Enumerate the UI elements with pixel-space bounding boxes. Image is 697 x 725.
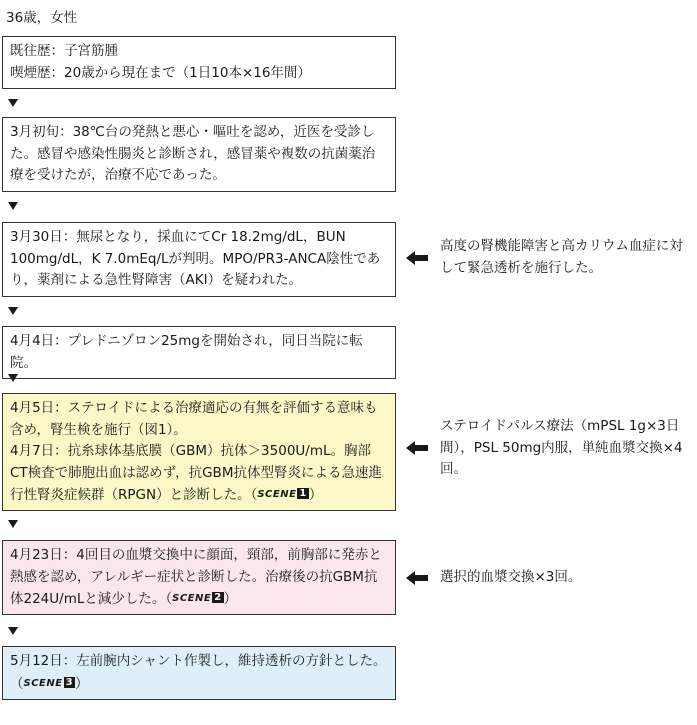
event-text-april-7: 4月7日：抗糸球体基底膜（GBM）抗体＞3500U/mL。胸部CT検査で肺胞出血は認めず，抗GBM抗体型腎炎による急速進行性腎炎症候群（RPGN）と診断した。（SCENE 1 ） bbox=[10, 441, 388, 506]
event-box-early-march bbox=[2, 117, 396, 192]
event-text: 4月23日：4回目の血漿交換中に顔面，頸部，前胸部に発赤と熱感を認め，アレルギー症状と診断した。治療後の抗GBM抗体224U/mLと減少した。（SCENE 2 ） bbox=[10, 545, 388, 610]
history-box bbox=[2, 36, 396, 89]
side-note-dialysis bbox=[406, 236, 690, 279]
down-arrow-icon bbox=[8, 627, 18, 635]
left-arrow-icon bbox=[406, 571, 428, 585]
scene-badge: SCENE 1 bbox=[257, 488, 307, 500]
event-text: 5月12日：左前腕内シャント作製し，維持透析の方針とした。（SCENE 3 ） bbox=[10, 651, 388, 695]
event-box-april-23 bbox=[2, 540, 396, 615]
event-box-march-30 bbox=[2, 222, 396, 297]
event-text-april-5: 4月5日：ステロイドによる治療適応の有無を評価する意味も含め，腎生検を施行（図1）。 bbox=[10, 400, 378, 438]
event-box-april-4 bbox=[2, 326, 396, 379]
side-note-steroid-pulse bbox=[406, 416, 690, 481]
left-arrow-icon bbox=[406, 251, 428, 265]
down-arrow-icon bbox=[8, 99, 18, 107]
event-text: 4月4日：プレドニゾロン25mgを開始され，同日当院に転院。 bbox=[10, 333, 363, 371]
down-arrow-icon bbox=[8, 520, 18, 528]
scene-badge: SCENE 2 bbox=[172, 592, 222, 604]
event-box-april-5-7 bbox=[2, 393, 396, 511]
event-text: 3月30日：無尿となり，採血にてCr 18.2mg/dL，BUN 100mg/dL，K 7.0mEq/Lが判明。MPO/PR3-ANCA陰性であり，薬剤による急性腎障害（AKI）を疑われた。 bbox=[10, 229, 381, 288]
event-box-may-12 bbox=[2, 646, 396, 700]
side-note-text: 高度の腎機能障害と高カリウム血症に対して緊急透析を施行した。 bbox=[440, 238, 683, 276]
scene-badge: SCENE 3 bbox=[23, 676, 74, 689]
side-note-plasma-exchange bbox=[406, 567, 690, 589]
event-text: 3月初旬：38℃台の発熱と悪心・嘔吐を認め，近医を受診した。感冒や感染性腸炎と診断され，感冒薬や複数の抗菌薬治療を受けたが，治療不応であった。 bbox=[10, 124, 376, 183]
down-arrow-icon bbox=[8, 374, 18, 382]
smoking-history: 喫煙歴：20歳から現在まで（1日10本×16年間） bbox=[10, 64, 311, 81]
down-arrow-icon bbox=[8, 202, 18, 210]
side-note-text: ステロイドパルス療法（mPSL 1g×3日間），PSL 50mg内服，単純血漿交換×4回。 bbox=[440, 418, 683, 477]
side-note-text: 選択的血漿交換×3回。 bbox=[440, 569, 582, 585]
down-arrow-icon bbox=[8, 307, 18, 315]
patient-header: 36歳，女性 bbox=[6, 10, 78, 26]
left-arrow-icon bbox=[406, 441, 428, 455]
past-history: 既往歴：子宮筋腫 bbox=[10, 43, 118, 59]
